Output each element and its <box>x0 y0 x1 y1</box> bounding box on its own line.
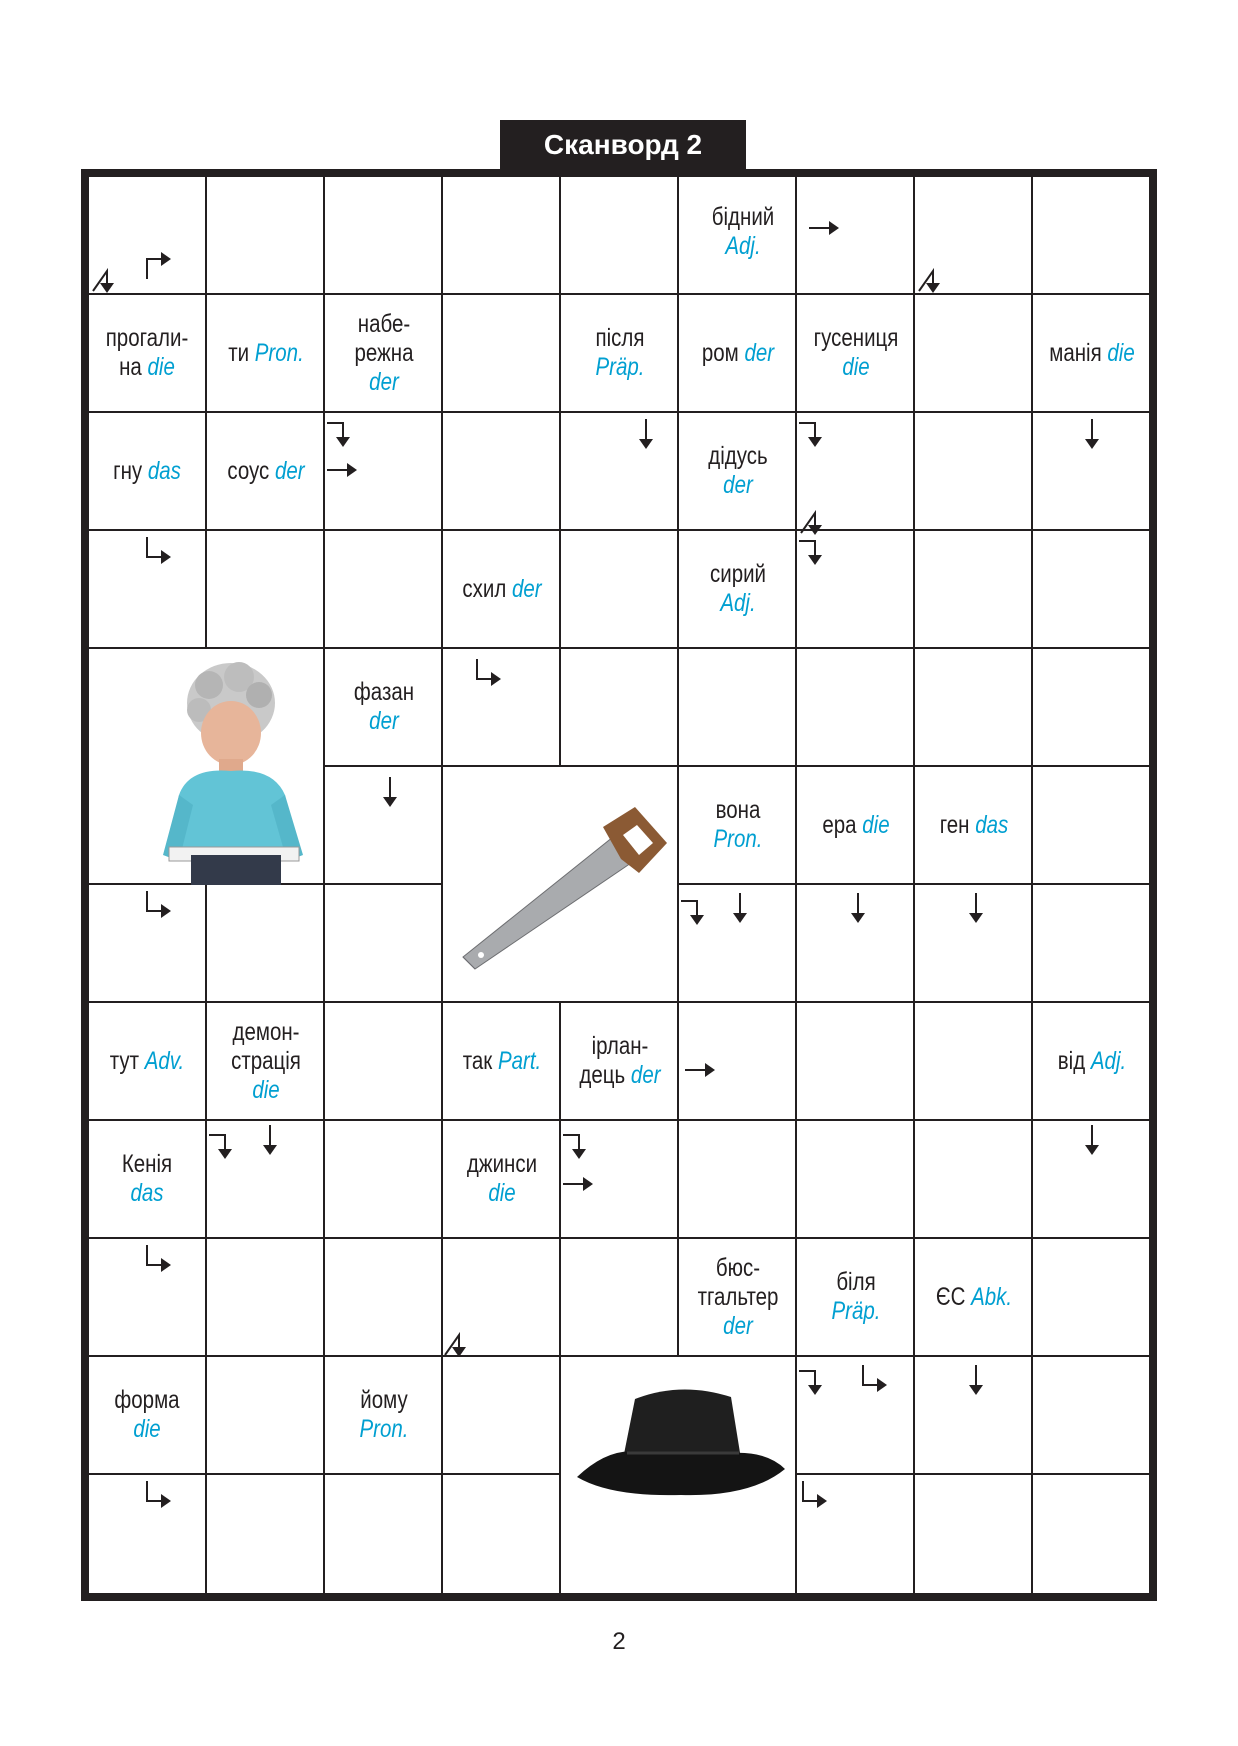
grid-cell[interactable] <box>915 295 1033 413</box>
grid-cell[interactable] <box>561 649 679 767</box>
clue-hnu: гну das <box>113 456 181 485</box>
clue-forma: форма die <box>114 1386 180 1443</box>
grid-cell[interactable] <box>1033 649 1151 767</box>
grid-cell[interactable] <box>679 649 797 767</box>
grid-cell[interactable] <box>325 1121 443 1239</box>
clue-sous: соус der <box>227 456 305 485</box>
grid-cell[interactable] <box>1033 767 1151 885</box>
clue-arrow-icon <box>917 261 951 295</box>
clue-arrow-icon <box>629 417 663 451</box>
clue-tak: так Part. <box>462 1046 542 1075</box>
grid-cell[interactable] <box>915 1121 1033 1239</box>
grid-cell[interactable] <box>325 177 443 295</box>
clue-arrow-icon <box>91 261 125 295</box>
grid-cell[interactable] <box>797 649 915 767</box>
clue-arrow-icon <box>141 247 175 281</box>
grid-cell[interactable] <box>1033 885 1151 1003</box>
clue-arrow-icon <box>443 1325 477 1359</box>
clue-didus: дідусь der <box>708 442 768 499</box>
clue-biusthalter: бюс- тгальтер der <box>697 1253 779 1340</box>
grid-cell[interactable] <box>561 177 679 295</box>
clue-arrow-icon <box>141 535 175 569</box>
grid-cell[interactable] <box>443 295 561 413</box>
page-number: 2 <box>612 1628 626 1655</box>
grid-cell[interactable] <box>915 531 1033 649</box>
clue-irlandets: ірлан- дець der <box>579 1032 661 1089</box>
grid-cell[interactable] <box>325 1003 443 1121</box>
clue-arrow-icon <box>797 417 831 451</box>
grid-cell[interactable] <box>207 1357 325 1475</box>
grid-cell[interactable] <box>325 1475 443 1593</box>
grid-cell[interactable] <box>207 177 325 295</box>
clue-arrow-icon <box>325 417 359 451</box>
grid-cell[interactable] <box>325 531 443 649</box>
clue-dzhynsy: джинси die <box>466 1150 538 1207</box>
grid-cell[interactable] <box>1033 1357 1151 1475</box>
clue-era: ера die <box>822 810 890 839</box>
clue-arrow-icon <box>797 1365 831 1399</box>
clue-arrow-icon <box>841 891 875 925</box>
clue-pislia: після Präp. <box>595 324 645 381</box>
clue-ty: ти Pron. <box>228 338 304 367</box>
grid-cell[interactable] <box>915 1003 1033 1121</box>
hand-saw-image <box>453 797 673 977</box>
clue-keniia: Кенія das <box>121 1150 173 1207</box>
clue-arrow-icon <box>723 891 757 925</box>
clue-arrow-icon <box>797 535 831 569</box>
clue-arrow-icon <box>561 1167 595 1201</box>
clue-vona: вона Pron. <box>713 796 763 853</box>
black-hat-image <box>571 1373 791 1503</box>
clue-arrow-icon <box>141 1479 175 1513</box>
grid-cell[interactable] <box>915 1475 1033 1593</box>
clue-skhyl: схил der <box>462 574 542 603</box>
grid-cell[interactable] <box>561 531 679 649</box>
grid-cell[interactable] <box>1033 177 1151 295</box>
grid-cell[interactable] <box>207 531 325 649</box>
grid-cell[interactable] <box>207 1475 325 1593</box>
clue-bilia: біля Präp. <box>831 1268 881 1325</box>
grid-cell[interactable] <box>679 1121 797 1239</box>
clue-yes: ЄС Abk. <box>935 1282 1013 1311</box>
clue-tut: тут Adv. <box>109 1046 185 1075</box>
grid-cell[interactable] <box>1033 1475 1151 1593</box>
clue-yomu: йому Pron. <box>359 1386 409 1443</box>
clue-vid: від Adj. <box>1057 1046 1127 1075</box>
grid-cell[interactable] <box>797 1003 915 1121</box>
clue-maniia: манія die <box>1049 338 1135 367</box>
clue-arrow-icon <box>253 1123 287 1157</box>
grid-cell[interactable] <box>443 1475 561 1593</box>
clue-arrow-icon <box>325 453 359 487</box>
grid-cell[interactable] <box>325 1239 443 1357</box>
grid-cell[interactable] <box>561 1239 679 1357</box>
grid-cell[interactable] <box>207 885 325 1003</box>
grid-cell[interactable] <box>443 1357 561 1475</box>
grid-cell[interactable] <box>443 413 561 531</box>
grid-cell[interactable] <box>1033 1239 1151 1357</box>
clue-bidnyi: бідний Adj. <box>711 203 775 260</box>
clue-rom: ром der <box>701 338 775 367</box>
clue-arrow-icon <box>471 657 505 691</box>
grandmother-reading-image <box>139 655 319 885</box>
clue-arrow-icon <box>959 891 993 925</box>
clue-arrow-icon <box>373 775 407 809</box>
clue-arrow-icon <box>141 1243 175 1277</box>
clue-arrow-icon <box>683 1053 717 1087</box>
grid-cell[interactable] <box>207 1239 325 1357</box>
grid-cell[interactable] <box>443 177 561 295</box>
grid-cell[interactable] <box>797 1121 915 1239</box>
clue-arrow-icon <box>857 1363 891 1397</box>
grid-cell[interactable] <box>915 413 1033 531</box>
clue-arrow-icon <box>679 895 713 929</box>
clue-arrow-icon <box>959 1363 993 1397</box>
clue-husenytsia: гусениця die <box>813 324 899 381</box>
grid-cell[interactable] <box>915 649 1033 767</box>
grid-cell[interactable] <box>325 885 443 1003</box>
clue-arrow-icon <box>799 503 833 537</box>
clue-arrow-icon <box>797 1479 831 1513</box>
clue-naberezhna: набе- режна der <box>354 309 414 396</box>
clue-progalyna: прогали- на die <box>105 324 189 381</box>
clue-demonstratsiia: демон- страція die <box>231 1017 301 1104</box>
clue-arrow-icon <box>561 1129 595 1163</box>
clue-arrow-icon <box>207 1129 241 1163</box>
clue-arrow-icon <box>1075 417 1109 451</box>
clue-arrow-icon <box>807 211 841 245</box>
clue-arrow-icon <box>141 889 175 923</box>
clue-fazan: фазан der <box>353 678 415 735</box>
clue-hen: ген das <box>939 810 1009 839</box>
crossword-grid <box>81 169 1157 1601</box>
grid-cell[interactable] <box>1033 531 1151 649</box>
crossword-title: Сканворд 2 <box>500 120 746 170</box>
clue-syryi: сирий Adj. <box>709 560 767 617</box>
clue-arrow-icon <box>1075 1123 1109 1157</box>
